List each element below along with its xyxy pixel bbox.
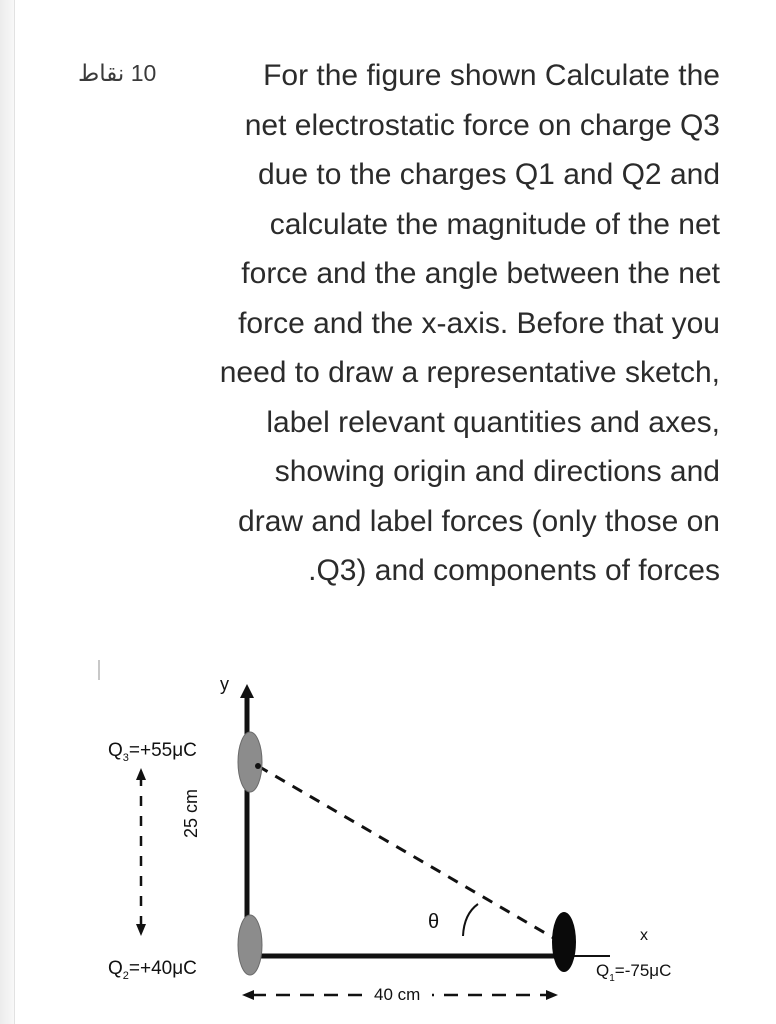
charge-q3 [238, 732, 262, 792]
vertical-dimension-arrow-top [136, 768, 146, 780]
horizontal-distance-label: 40 cm [374, 985, 421, 1004]
question-line: draw and label forces (only those on [238, 504, 720, 538]
vertical-dimension-arrow-bottom [136, 924, 146, 936]
question-line: calculate the magnitude of the net [269, 207, 720, 241]
question-line: net electrostatic force on charge Q3 [244, 108, 720, 142]
question-line: label relevant quantities and axes, [266, 405, 720, 439]
x-axis-label: x [640, 927, 648, 944]
charge-q1 [552, 912, 576, 972]
angle-label: θ [428, 911, 440, 933]
q3-q1-dashed-line [258, 766, 564, 944]
y-axis-label: y [220, 674, 229, 694]
question-text [120, 51, 720, 596]
question-line: due to the charges Q1 and Q2 and [258, 158, 720, 191]
charge-q3-point [255, 763, 261, 769]
question-line: need to draw a representative sketch, [219, 356, 720, 389]
question-line: For the figure shown Calculate the [263, 59, 720, 92]
horizontal-dimension-arrow-left [242, 990, 254, 1000]
points-label: 10 نقاط [78, 60, 157, 86]
left-frame-edge [0, 0, 15, 1024]
vertical-distance-label: 25 cm [181, 788, 201, 838]
charge-diagram [80, 660, 740, 1020]
angle-arc [463, 904, 478, 936]
q3-label: $Q_3=+55\mu C$ [108, 740, 197, 764]
q2-label: $Q_2=+40\mu C$ [108, 958, 197, 982]
horizontal-dimension-arrow-right [546, 990, 558, 1000]
question-line: .Q3) and components of forces [308, 554, 720, 587]
question-line: showing origin and directions and [274, 455, 720, 488]
y-axis-arrowhead [240, 684, 254, 698]
question-line: force and the angle between the net [241, 257, 720, 290]
question-line: force and the x-axis. Before that you [238, 306, 720, 340]
q1-label: $Q_1=-75\mu C$ [596, 961, 672, 984]
charge-q2 [238, 915, 262, 975]
